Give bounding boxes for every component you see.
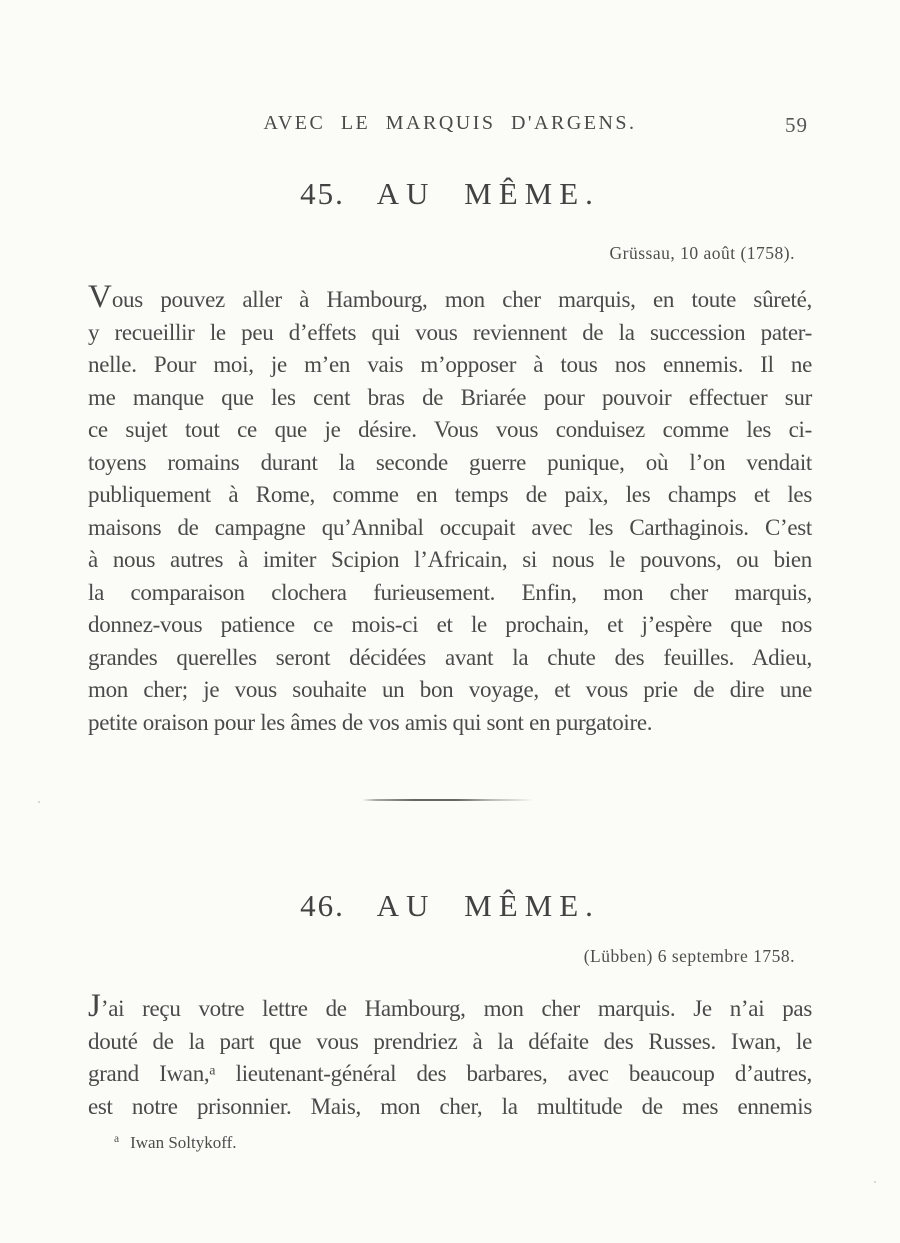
text-line: mon cher; je vous souhaite un bon voyage, et vous prie de dire une xyxy=(88,677,812,702)
letter-46-dateline: (Lübben) 6 septembre 1758. xyxy=(583,946,795,966)
text-line: est notre prisonnier. Mais, mon cher, la multitude de mes ennemis xyxy=(88,1093,812,1119)
running-header-title: AVEC LE MARQUIS D'ARGENS. xyxy=(263,112,637,134)
text-line: grandes querelles seront décidées avant la chute des feuilles. Adieu, xyxy=(88,644,812,670)
scan-speck xyxy=(874,1181,876,1183)
text-line: petite oraison pour les âmes de vos amis qui sont en purgatoire. xyxy=(88,709,653,735)
letter-45-heading xyxy=(0,176,900,212)
text-line: donnez-vous patience ce mois-ci et le prochain, et j’espère que nos xyxy=(88,612,812,637)
footnote xyxy=(114,1133,237,1153)
enlarged-initial: V xyxy=(88,279,112,315)
text-line: Vous pouvez aller à Hambourg, mon cher marquis, en toute sûreté, xyxy=(88,279,812,315)
page-number: 59 xyxy=(785,113,808,137)
letter-46-body xyxy=(88,988,812,1123)
letter-46-title: AU MÊME. xyxy=(376,888,600,923)
footnote-marker: a xyxy=(114,1133,120,1145)
text-line: toyens romains durant la seconde guerre punique, où l’on vendait xyxy=(88,449,812,475)
letter-45-title: AU MÊME. xyxy=(376,176,600,211)
letter-46-heading xyxy=(0,888,900,924)
text-line: douté de la part que vous prendriez à la défaite des Russes. Iwan, le xyxy=(88,1028,812,1054)
section-divider-rule xyxy=(362,799,534,801)
text-line: grand Iwan,ᵃ lieutenant-général des barbares, avec beaucoup d’autres, xyxy=(88,1061,812,1086)
letter-45-body xyxy=(88,279,812,739)
text-line: y recueillir le peu d’effets qui vous reviennent de la succession pater- xyxy=(88,319,812,345)
scan-speck xyxy=(38,801,40,803)
text-line: me manque que les cent bras de Briarée pour pouvoir effectuer sur xyxy=(88,384,812,410)
text-line: ce sujet tout ce que je désire. Vous vous conduisez comme les ci- xyxy=(88,417,812,442)
letter-46-number: 46. xyxy=(300,888,345,923)
text-line: à nous autres à imiter Scipion l’Africain, si nous le pouvons, ou bien xyxy=(88,547,812,572)
text-line: maisons de campagne qu’Annibal occupait avec les Carthaginois. C’est xyxy=(88,514,812,540)
letter-45-dateline: Grüssau, 10 août (1758). xyxy=(609,243,795,263)
running-head xyxy=(0,112,900,142)
text-line: nelle. Pour moi, je m’en vais m’opposer à tous nos ennemis. Il ne xyxy=(88,352,812,377)
footnote-text: Iwan Soltykoff. xyxy=(130,1133,237,1152)
letter-45-number: 45. xyxy=(300,176,345,211)
text-line: J’ai reçu votre lettre de Hambourg, mon cher marquis. Je n’ai pas xyxy=(88,988,812,1024)
text-line: publiquement à Rome, comme en temps de paix, les champs et les xyxy=(88,482,812,507)
text-line: la comparaison clochera furieusement. Enfin, mon cher marquis, xyxy=(88,579,812,605)
enlarged-initial: J xyxy=(88,988,101,1024)
